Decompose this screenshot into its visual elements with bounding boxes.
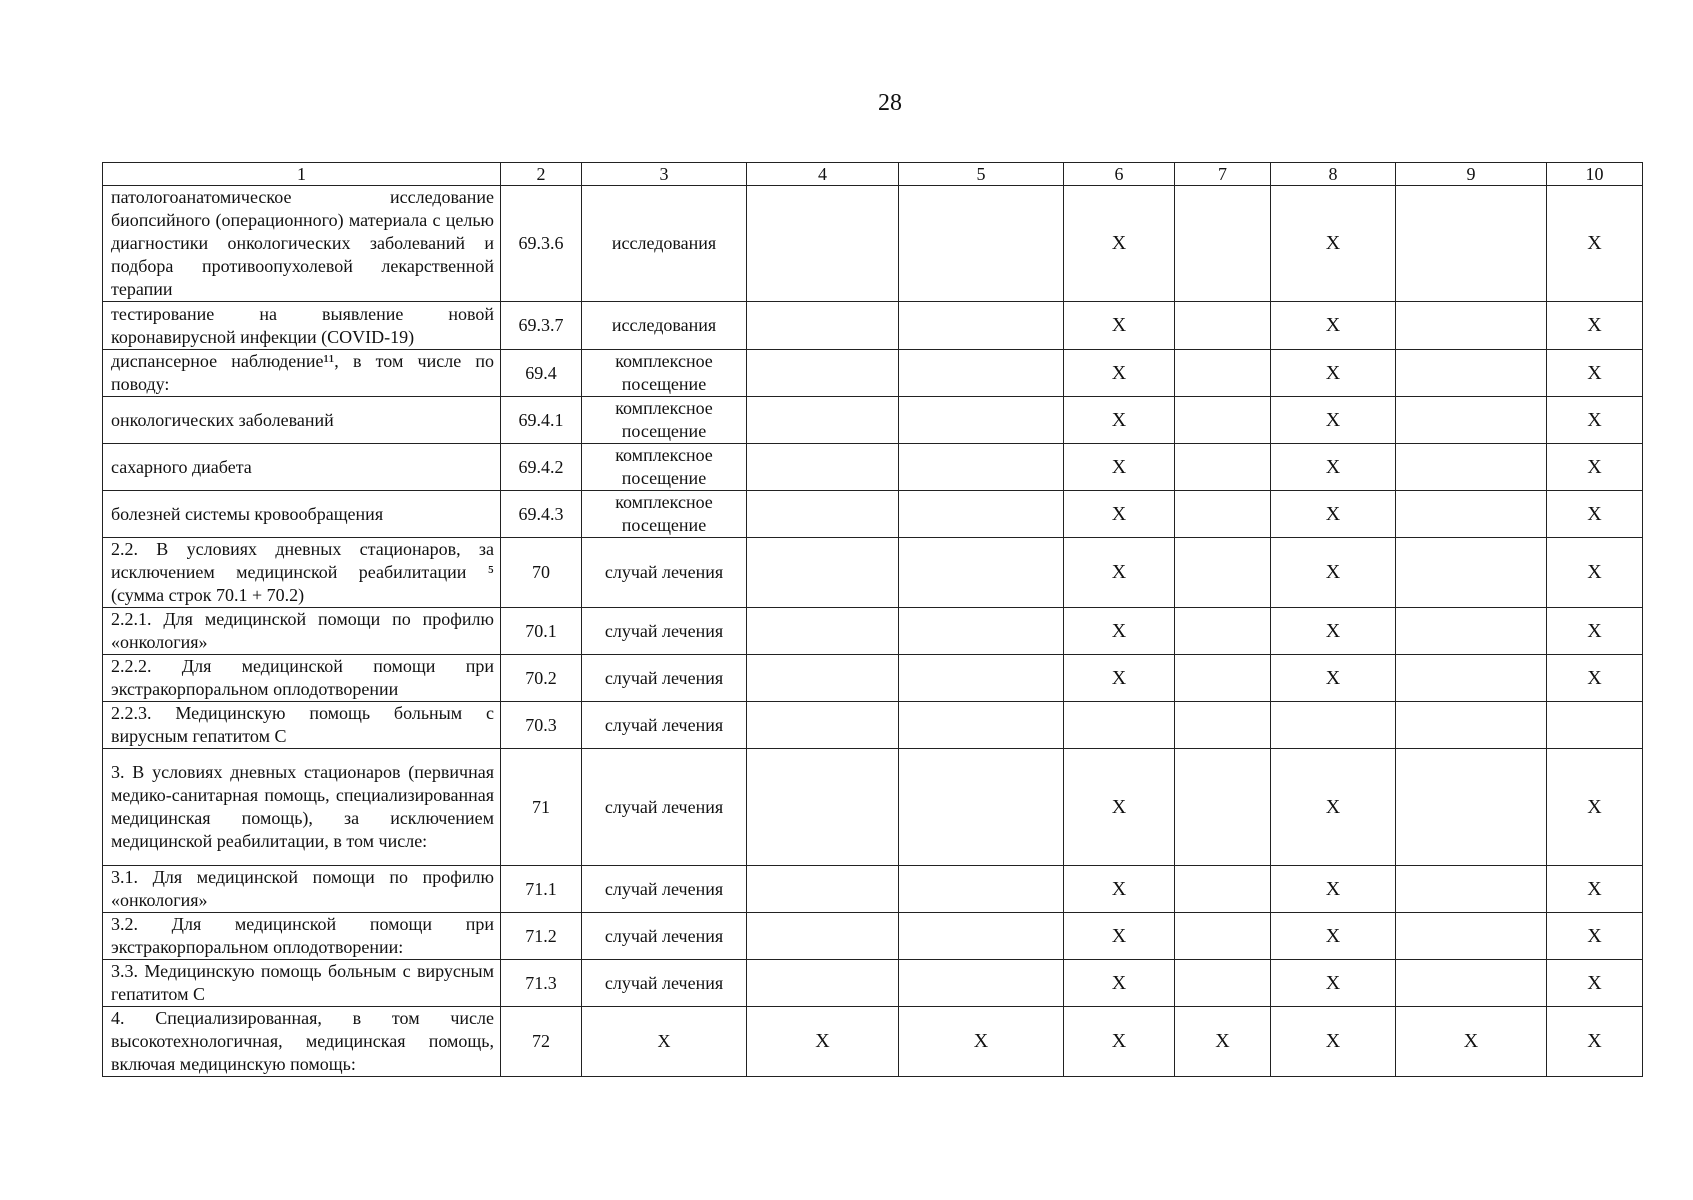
cell-c5 (899, 866, 1064, 913)
row-code: 70 (501, 538, 582, 608)
cell-c10: X (1547, 960, 1643, 1007)
cell-c8: X (1271, 397, 1396, 444)
row-unit: комплексное посещение (582, 397, 747, 444)
column-header: 2 (501, 163, 582, 186)
cell-c6: X (1064, 655, 1175, 702)
cell-c10: X (1547, 350, 1643, 397)
cell-c4 (747, 186, 899, 302)
cell-c6: X (1064, 397, 1175, 444)
cell-c6: X (1064, 866, 1175, 913)
cell-c6: X (1064, 491, 1175, 538)
cell-c4 (747, 608, 899, 655)
cell-c8: X (1271, 1007, 1396, 1077)
header-row (103, 163, 1643, 186)
row-code: 72 (501, 1007, 582, 1077)
table-row (103, 655, 1643, 702)
cell-c6: X (1064, 538, 1175, 608)
cell-c8: X (1271, 186, 1396, 302)
cell-c4 (747, 491, 899, 538)
cell-c10: X (1547, 444, 1643, 491)
table-row (103, 960, 1643, 1007)
cell-c4 (747, 866, 899, 913)
row-name-cell (103, 655, 501, 702)
row-name: 3.1. Для медицинской помощи по профилю «онкология» (111, 867, 494, 910)
cell-c4 (747, 749, 899, 866)
row-unit: случай лечения (582, 866, 747, 913)
column-header: 10 (1547, 163, 1643, 186)
row-code: 69.4.1 (501, 397, 582, 444)
row-code: 69.4.3 (501, 491, 582, 538)
cell-c7 (1175, 608, 1271, 655)
cell-c4 (747, 655, 899, 702)
row-name: 4. Специализированная, в том числе высокотехнологичная, медицинская помощь, включая медицинскую помощь: (111, 1008, 494, 1074)
row-code: 69.3.6 (501, 186, 582, 302)
cell-c9 (1396, 749, 1547, 866)
cell-c4 (747, 960, 899, 1007)
row-name: 2.2.1. Для медицинской помощи по профилю «онкология» (111, 609, 494, 652)
row-name-cell (103, 302, 501, 350)
cell-c10: X (1547, 866, 1643, 913)
cell-c8: X (1271, 350, 1396, 397)
page-number: 28 (878, 90, 902, 116)
cell-c6: X (1064, 960, 1175, 1007)
table-row (103, 913, 1643, 960)
table-row (103, 702, 1643, 749)
cell-c9 (1396, 491, 1547, 538)
row-name-cell (103, 913, 501, 960)
row-code: 70.3 (501, 702, 582, 749)
cell-c5 (899, 444, 1064, 491)
table-row (103, 350, 1643, 397)
row-name-cell (103, 960, 501, 1007)
row-name-cell (103, 1007, 501, 1077)
row-name-cell (103, 608, 501, 655)
cell-c8: X (1271, 655, 1396, 702)
cell-c5 (899, 749, 1064, 866)
cell-c7 (1175, 350, 1271, 397)
cell-c9 (1396, 350, 1547, 397)
cell-c8: X (1271, 960, 1396, 1007)
row-code: 69.4 (501, 350, 582, 397)
cell-c6: X (1064, 444, 1175, 491)
row-name-cell (103, 397, 501, 444)
cell-c5 (899, 960, 1064, 1007)
cell-c9 (1396, 608, 1547, 655)
row-unit: случай лечения (582, 608, 747, 655)
row-name-cell (103, 538, 501, 608)
row-unit: случай лечения (582, 749, 747, 866)
cell-c7 (1175, 702, 1271, 749)
cell-c6: X (1064, 186, 1175, 302)
row-name-cell (103, 866, 501, 913)
row-name: онкологических заболеваний (111, 409, 334, 430)
column-header: 6 (1064, 163, 1175, 186)
cell-c4 (747, 702, 899, 749)
cell-c7 (1175, 749, 1271, 866)
cell-c9 (1396, 866, 1547, 913)
row-name: 2.2.2. Для медицинской помощи при экстракорпоральном оплодотворении (111, 656, 494, 699)
row-code: 71 (501, 749, 582, 866)
row-name: 2.2.3. Медицинскую помощь больным с вирусным гепатитом С (111, 703, 494, 746)
cell-c8: X (1271, 749, 1396, 866)
table-row (103, 491, 1643, 538)
row-code: 71.3 (501, 960, 582, 1007)
cell-c5 (899, 350, 1064, 397)
table-row (103, 866, 1643, 913)
cell-c5 (899, 397, 1064, 444)
cell-c9 (1396, 444, 1547, 491)
table-row (103, 186, 1643, 302)
row-unit: случай лечения (582, 960, 747, 1007)
cell-c9 (1396, 702, 1547, 749)
row-code: 70.1 (501, 608, 582, 655)
table-row (103, 749, 1643, 866)
cell-c8: X (1271, 608, 1396, 655)
cell-c10: X (1547, 608, 1643, 655)
cell-c10: X (1547, 397, 1643, 444)
cell-c4: X (747, 1007, 899, 1077)
table-row (103, 538, 1643, 608)
cell-c9 (1396, 960, 1547, 1007)
cell-c8: X (1271, 302, 1396, 350)
row-name-cell (103, 491, 501, 538)
row-unit: X (582, 1007, 747, 1077)
cell-c4 (747, 913, 899, 960)
row-name: 3.2. Для медицинской помощи при экстракорпоральном оплодотворении: (111, 914, 494, 957)
row-name: болезней системы кровообращения (111, 503, 384, 524)
cell-c5 (899, 302, 1064, 350)
cell-c10: X (1547, 749, 1643, 866)
data-table (102, 162, 1643, 1077)
row-code: 71.2 (501, 913, 582, 960)
cell-c9 (1396, 655, 1547, 702)
table-row (103, 397, 1643, 444)
cell-c7 (1175, 397, 1271, 444)
row-name: сахарного диабета (111, 456, 252, 477)
table-row (103, 608, 1643, 655)
cell-c8: X (1271, 866, 1396, 913)
row-name-cell (103, 350, 501, 397)
cell-c4 (747, 350, 899, 397)
table-row (103, 302, 1643, 350)
row-unit: исследования (582, 302, 747, 350)
cell-c9 (1396, 397, 1547, 444)
cell-c9: X (1396, 1007, 1547, 1077)
cell-c7 (1175, 491, 1271, 538)
row-name: 2.2. В условиях дневных стационаров, за исключением медицинской реабилитации ⁵ (сумма строк 70.1 + 70.2) (111, 539, 494, 605)
column-header: 4 (747, 163, 899, 186)
table-row (103, 1007, 1643, 1077)
cell-c7 (1175, 960, 1271, 1007)
cell-c8: X (1271, 491, 1396, 538)
row-unit: исследования (582, 186, 747, 302)
row-code: 69.3.7 (501, 302, 582, 350)
cell-c10: X (1547, 186, 1643, 302)
cell-c9 (1396, 302, 1547, 350)
cell-c8 (1271, 702, 1396, 749)
cell-c5 (899, 913, 1064, 960)
cell-c6: X (1064, 302, 1175, 350)
cell-c5 (899, 702, 1064, 749)
cell-c7 (1175, 913, 1271, 960)
row-code: 70.2 (501, 655, 582, 702)
table-row (103, 444, 1643, 491)
row-unit: комплексное посещение (582, 350, 747, 397)
row-code: 69.4.2 (501, 444, 582, 491)
row-name: 3.3. Медицинскую помощь больным с вирусным гепатитом С (111, 961, 494, 1004)
row-unit: комплексное посещение (582, 444, 747, 491)
cell-c6: X (1064, 1007, 1175, 1077)
row-name-cell (103, 444, 501, 491)
cell-c5 (899, 186, 1064, 302)
column-header: 9 (1396, 163, 1547, 186)
row-name: тестирование на выявление новой коронавирусной инфекции (COVID-19) (111, 303, 494, 347)
cell-c8: X (1271, 913, 1396, 960)
row-name-cell (103, 702, 501, 749)
cell-c5 (899, 491, 1064, 538)
cell-c6: X (1064, 350, 1175, 397)
column-header: 5 (899, 163, 1064, 186)
cell-c10 (1547, 702, 1643, 749)
row-unit: комплексное посещение (582, 491, 747, 538)
row-code: 71.1 (501, 866, 582, 913)
row-unit: случай лечения (582, 913, 747, 960)
cell-c7 (1175, 866, 1271, 913)
column-header: 7 (1175, 163, 1271, 186)
row-unit: случай лечения (582, 538, 747, 608)
cell-c4 (747, 302, 899, 350)
cell-c6: X (1064, 913, 1175, 960)
cell-c4 (747, 444, 899, 491)
cell-c9 (1396, 913, 1547, 960)
cell-c10: X (1547, 491, 1643, 538)
cell-c10: X (1547, 655, 1643, 702)
column-header: 8 (1271, 163, 1396, 186)
cell-c5: X (899, 1007, 1064, 1077)
column-header: 1 (103, 163, 501, 186)
cell-c7 (1175, 302, 1271, 350)
cell-c10: X (1547, 1007, 1643, 1077)
cell-c8: X (1271, 538, 1396, 608)
cell-c8: X (1271, 444, 1396, 491)
cell-c10: X (1547, 913, 1643, 960)
column-header: 3 (582, 163, 747, 186)
cell-c7 (1175, 655, 1271, 702)
cell-c4 (747, 397, 899, 444)
cell-c6 (1064, 702, 1175, 749)
cell-c5 (899, 655, 1064, 702)
cell-c7 (1175, 444, 1271, 491)
row-name: 3. В условиях дневных стационаров (первичная медико-санитарная помощь, специализированная медицинская помощь), за исключением медицинской реабилитации, в том числе: (111, 762, 494, 851)
row-name: диспансерное наблюдение¹¹, в том числе по поводу: (111, 351, 494, 394)
row-name-cell (103, 186, 501, 302)
cell-c7 (1175, 186, 1271, 302)
cell-c9 (1396, 186, 1547, 302)
row-unit: случай лечения (582, 655, 747, 702)
cell-c4 (747, 538, 899, 608)
cell-c9 (1396, 538, 1547, 608)
cell-c7 (1175, 538, 1271, 608)
row-name-cell (103, 749, 501, 866)
cell-c10: X (1547, 538, 1643, 608)
cell-c6: X (1064, 608, 1175, 655)
cell-c10: X (1547, 302, 1643, 350)
cell-c7: X (1175, 1007, 1271, 1077)
cell-c5 (899, 538, 1064, 608)
row-name: патологоанатомическое исследование биопсийного (операционного) материала с целью диагностики онкологических заболеваний и подбора противоопухолевой лекарственной терапии (111, 187, 494, 299)
cell-c6: X (1064, 749, 1175, 866)
row-unit: случай лечения (582, 702, 747, 749)
cell-c5 (899, 608, 1064, 655)
